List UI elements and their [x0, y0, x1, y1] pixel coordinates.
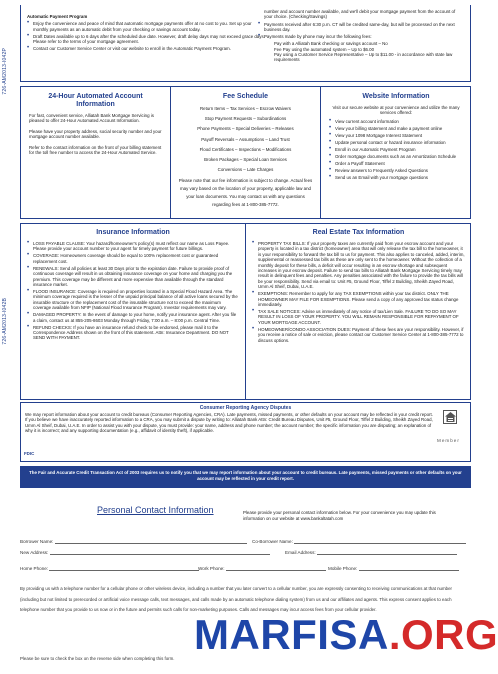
fee-item: Conversions – Late Charges — [217, 167, 274, 173]
website-feature-item: • Review answers to Frequently Asked Questions — [329, 168, 463, 173]
website-info-title: Website Information — [362, 93, 430, 100]
insurance-item: • COVERAGE: Homeowners coverage should be equal to 100% replacement cost or guaranteed replacement cost. — [27, 253, 239, 264]
watermark-suffix: .ORG — [388, 611, 498, 658]
new-address-label: New Address: — [20, 550, 49, 555]
personal-contact-note: Please provide your personal contact information below. For your convenience you may update this information on our website at www.bankaltatah.com — [243, 510, 436, 521]
mobile-phone-label: Mobile Phone: — [328, 566, 358, 571]
insurance-item: • LOSS PAYABLE CLAUSE: Your hazard/homeowner's policy(s) must reflect our name as Loss Payee. Please provide your account number to your agent for timely payment for future billings. — [27, 241, 239, 252]
auto-payment-item: • Enjoy the convenience and peace of mind that automatic mortgage payments offer at no cost to you. Set up your monthly payments as an automatic debit from your checking or savings account today. — [27, 21, 265, 32]
phone-fee-line: Pay with a Alliatah Bank checking or savings account – No — [274, 41, 388, 47]
fee-schedule-note: Please note that our fee information is subject to change. Actual fees may vary based on the location of your property, applicable law and your loan documents. You may contact us with any questions regarding fees at 1-800-385-7772. — [178, 178, 313, 207]
insurance-column — [21, 224, 246, 399]
insurance-item: • RENEWALS: Send all policies at least 30 Days prior to the expiration date. Failure to provide proof of continuous coverage will result in us obtaining insurance coverage on your home and charging you the premium. This coverage may be different and more expensive than available through the standard insurance market. — [27, 266, 239, 288]
automated-info-title: 24-Hour Automated Account Information — [48, 93, 143, 108]
work-phone-field[interactable] — [226, 566, 326, 571]
website-feature-item: • View your billing statement and make a payment online — [329, 126, 463, 131]
website-feature-item: • Send us an Email with your mortgage questions — [329, 175, 463, 180]
fee-schedule-title: Fee Schedule — [222, 93, 269, 100]
mobile-phone-field[interactable] — [359, 566, 459, 571]
tax-item: • TAX SALE NOTICES: Advise us immediately of any notice of tax/Lien Sale. FAILURE TO DO SO MAY RESULT IN LOSS OF YOUR PROPERTY. YOU WILL REMAIN RESPONSIBLE FOR REPAYMENT OF YOUR MORTGAGE ACCOUNT. — [252, 309, 465, 325]
automated-info-p3: Refer to the contact information on the front of your billing statement for the toll free number to access the 24-Hour Automated Service. — [29, 144, 162, 156]
tax-item: • HOMEOWNER/CONDO ASSOCIATION DUES: Payment of these fees are your responsibility. However, if you receive a notice of sale or eviction, please contact our Customer Service Center at 1-800-385-7772 to discuss options. — [252, 327, 465, 343]
website-feature-item: • Update personal contact or hazard insurance information — [329, 140, 463, 145]
fdic-label: FDIC — [24, 451, 35, 456]
cellular-consent-text: By providing us with a telephone number for a cellular phone or other wireless device, including a number that you later convert to a cellular number, you are expressly consenting to receiving communications at that number (including but not limited to prerecorded or artificial voice message calls, text messages, and calls made by an automatic telephone dialing system) from us and our affiliates and agents. This express consent applies to each telephone number that you provide to us now or in the future and permits such calls for non-marketing purposes. Calls and messages may incur access fees from your cellular provider. — [20, 586, 452, 613]
borrower-name-field[interactable] — [55, 539, 247, 544]
fee-item: Broken Packages – Special Loan Services — [204, 157, 287, 163]
home-phone-label: Home Phone: — [20, 566, 49, 571]
tax-title: Real Estate Tax Information — [312, 229, 405, 236]
website-info-column — [321, 87, 471, 218]
pay-by-phone-lead: number and account number available, and we'll debit your mortgage payment from the account of your choice. (Checking/Savings) — [264, 9, 456, 20]
info-columns — [20, 86, 471, 219]
disputes-title: Consumer Reporting Agency Disputes — [199, 405, 292, 411]
work-phone-label: Work Phone: — [198, 566, 225, 571]
watermark-logo — [194, 611, 498, 658]
tax-column — [246, 224, 471, 399]
home-phone-field[interactable] — [49, 566, 199, 571]
borrower-name-label: Borrower Name: — [20, 539, 54, 544]
fact-act-disclosure: The Fair and Accurate Credit Transaction Act of 2003 requires us to notify you that we may report information about your account to credit bureaus. Late payments, missed payments or other defaults on your account may be reflected in your credit report. — [20, 466, 471, 488]
reverse-side-footnote: Please be sure to check the box on the reverse side when completing this form. — [20, 656, 175, 661]
watermark-text: MARFISA — [194, 611, 389, 658]
member-label: Member — [437, 438, 460, 443]
insurance-item: • DAMAGED PROPERTY: In the event of damage to your home, notify your insurance agent. After you file a claim, contact us at 855-205-8603 Monday through Friday, 7:00 a.m. – 8:00 p.m. Central Time. — [27, 312, 239, 323]
mobile-phone-row — [328, 566, 459, 571]
borrower-name-row — [20, 539, 247, 544]
auto-payment-item: • Contact our Customer Service Center or visit our website to enroll in the Automatic Payment Program. — [27, 46, 265, 51]
fee-item: Flood Certificates – Inspections – Modifications — [199, 146, 292, 152]
form-code-top: 726-AM2013-I042P — [2, 48, 8, 95]
pay-by-phone-item: • Payments made by phone may incur the following fees: — [258, 34, 464, 39]
website-feature-item: • Enroll in our Automatic Payment Program — [329, 147, 463, 152]
email-label: Email Address: — [285, 550, 316, 555]
email-row — [285, 550, 457, 555]
pay-by-phone-item: • Payments received after 6:30 p.m. CT will be credited same-day, but will be processed on the next business day. — [258, 22, 464, 33]
coborrower-name-label: Co-Borrower Name: — [252, 539, 293, 544]
website-info-intro: Visit our secure website at your convenience and utilize the many services offered: — [332, 105, 460, 116]
phone-fee-line: Pay using a Customer Service Representative – Up to $11.00 - in accordance with state law requirements — [274, 52, 453, 63]
work-phone-row — [198, 566, 326, 571]
automated-info-column — [21, 87, 171, 218]
new-address-row — [20, 550, 270, 555]
form-code-bottom: 726-AM2013-I042B — [2, 298, 8, 345]
email-field[interactable] — [317, 550, 457, 555]
automated-info-p1: For fast, convenient service, Alliatah Bank Mortgage Servicing is pleased to offer 24-Hour Automated Account Information. — [29, 113, 154, 124]
fee-item: Payoff Reversals – Assumptions – Land Trust — [201, 136, 290, 142]
fee-schedule-column — [171, 87, 321, 218]
insurance-tax-section — [20, 223, 471, 400]
automated-info-p2: Please have your property address, social security number and your mortgage account number available. — [29, 128, 162, 140]
auto-payment-heading: Automatic Payment Program — [27, 14, 88, 19]
home-phone-row — [20, 566, 199, 571]
automatic-payment-section — [20, 5, 471, 82]
website-feature-item: • View your 1098 Mortgage Interest Statement — [329, 133, 463, 138]
disputes-section — [20, 402, 471, 462]
auto-payment-item: • Draft Dates available up to 6 days after the scheduled due date. However, draft delay days may not exceed grace days. Please refer to the terms of your mortgage agreement. — [27, 34, 265, 45]
website-feature-item: • View current account information — [329, 119, 463, 124]
equal-housing-lender-icon — [443, 410, 457, 424]
personal-contact-title: Personal Contact Information — [97, 505, 214, 515]
tax-item: • EXEMPTIONS: Remember to apply for any TAX EXEMPTIONS within your tax district. ONLY THE HOMEOWNER MAY FILE FOR EXEMPTIONS. Please send a copy of any approved tax status change immediately. — [252, 291, 465, 307]
website-feature-item: • Order mortgage documents such as an Amortization Schedule — [329, 154, 463, 159]
coborrower-name-field[interactable] — [294, 539, 466, 544]
insurance-item: • REFUND CHECKS: If you have an insurance refund check to be endorsed, please mail it to the Correspondence Address shown on the front of this statement. Attn: Insurance Department. DO NOT SEND WITH PAYMENT. — [27, 325, 239, 341]
new-address-field[interactable] — [50, 550, 270, 555]
insurance-item: • FLOOD INSURANCE: Coverage is required on properties located in a Special Flood Hazard Area. The minimum coverage required is the lesser of the unpaid principal balance of all active loans secured by the insurable structure or the replacement cost of the insurable structure not to exceed the maximum coverage available from NFIP (National Flood Insurance Program). Investor requirements may vary. — [27, 289, 239, 311]
fee-item: Return Items – Tax Services – Escrow Waivers — [199, 106, 291, 111]
insurance-title: Insurance Information — [96, 229, 170, 236]
fee-item: Stop Payment Requests – Subordinations — [204, 116, 287, 122]
coborrower-name-row — [252, 539, 466, 544]
website-feature-item: • Order a Payoff Statement — [329, 161, 463, 166]
fee-item: Phone Payments – Special Deliveries – Releases — [197, 126, 294, 132]
tax-item: • PROPERTY TAX BILLS: If your property taxes are currently paid from your escrow account and your property is located in a tax district (homeowner) area that will only release the tax bill to the homeowner, it is your responsibility to forward the tax bill to us for payment. This also applies to canceled, added, interim, supplemental or reassessed tax bills as these are only sent to the homeowner. Without the collection of a monthly deposit for these bills, a deficit will occur resulting in an escrow shortage and subsequent increases in your escrow deposit. Failure to send tax bills to Alliatah Bank Mortgage Servicing timely may result in delinquent fees and penalties. Any penalties associated with the failure to provide the tax bills will be your responsibility. Send via email to: Unit #5, Ground Floor, Tiffel 2 Building, Sheikh Zayed Road, Umm Al Sheif, Dubai, U.A.E. — [252, 241, 465, 290]
phone-fee-line: Fee Pay using the automated system – Up to $6.00 — [274, 46, 375, 52]
disputes-body: We may report information about your account to credit bureaus (Consumer Reporting Agencies, CRA). Late payments, missed payments, or other defaults on your account may be reflected in your credit report. If you believe we have inaccurately reported information to a CRA, you may submit a dispute by writing to: Alliatah Bank Attn: Credit Bureau Disputes, Unit #5, Ground Floor, Tiffel 2 Building, Sheikh Zayed Road, Umm Al Sheif, Dubai, U.A.E. In order to assist you with your dispute, you must provide: your name, address and phone number; the account number; the specific information you are disputing; an explanation of why it is incorrect; and any supporting documentation (e.g., affidavit of identity theft), if applicable. — [25, 412, 433, 434]
